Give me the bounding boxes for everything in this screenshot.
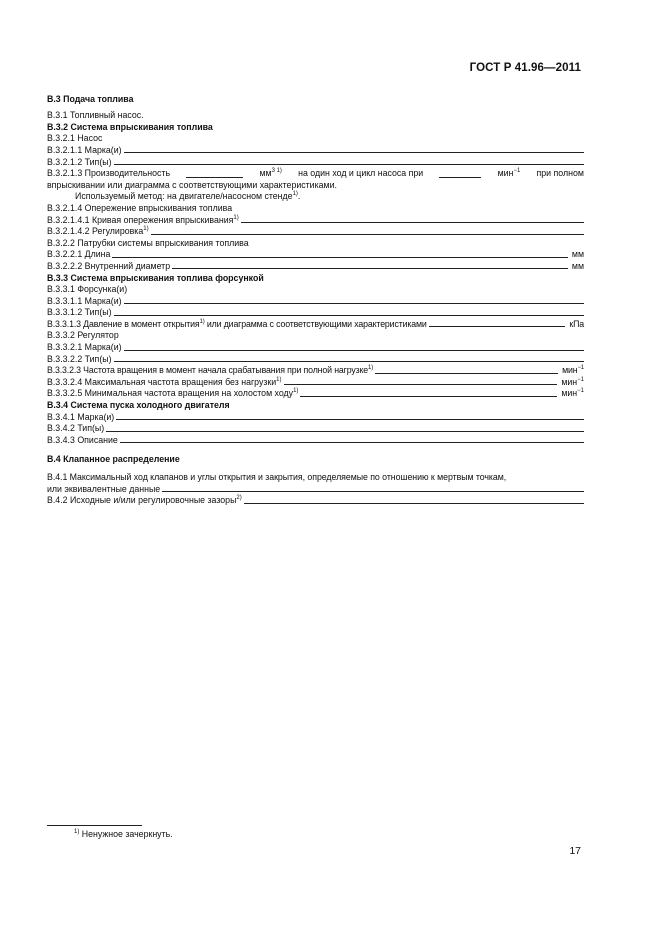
document-header: ГОСТ Р 41.96—2011: [469, 62, 581, 74]
item-b3213-line2: впрыскивании или диаграмма с соответствующими характеристиками.: [47, 179, 337, 190]
item-b32222: В.3.2.2.2 Внутренний диаметр мм: [47, 260, 584, 271]
item-b3325: В.3.3.2.5 Минимальная частота вращения на холостом ходу$^{1)}$ мин$^{-1}$: [47, 388, 584, 399]
page-number: 17: [569, 845, 581, 857]
document-body: [47, 92, 584, 505]
section-b32-title: В.3.2 Система впрыскивания топлива: [47, 121, 213, 132]
fill-line[interactable]: [124, 303, 584, 304]
fill-line[interactable]: [124, 152, 584, 153]
fill-line[interactable]: [439, 168, 481, 178]
item-b3214: В.3.2.1.4 Опережение впрыскивания топлива: [47, 202, 233, 213]
method-note: Используемый метод: на двигателе/насосном стенде$^{1)}$.: [75, 191, 301, 202]
fill-line[interactable]: [172, 268, 568, 269]
item-b341: В.3.4.1 Марка(и): [47, 410, 584, 422]
item-b3222: В.3.2.2 Патрубки системы впрыскивания топлива: [47, 237, 249, 248]
fill-line[interactable]: [241, 222, 584, 223]
fill-line[interactable]: [429, 326, 566, 327]
item-b321: В.3.2.1 Насос: [47, 133, 103, 144]
fill-line[interactable]: [186, 168, 243, 178]
fill-line[interactable]: [375, 373, 558, 374]
item-b3211: В.3.2.1.1 Марка(и): [47, 143, 584, 155]
fill-line[interactable]: [244, 503, 584, 504]
item-b41: В.4.1 Максимальный ход клапанов и углы открытия и закрытия, определяемые по отношению к мертвым точкам,: [47, 472, 507, 482]
section-b4-title: В.4 Клапанное распределение: [47, 454, 180, 465]
item-b32141: В.3.2.1.4.1 Кривая опережения впрыскивания$^{1)}$: [47, 213, 584, 225]
footnote: $^{1)}$ Ненужное зачеркнуть.: [74, 829, 173, 839]
item-b3321: В.3.3.2.1 Марка(и): [47, 340, 584, 352]
item-b331: В.3.3.1 Форсунка(и): [47, 284, 128, 295]
item-b3311: В.3.3.1.1 Марка(и): [47, 294, 584, 306]
item-b3312: В.3.3.1.2 Тип(ы): [47, 306, 584, 318]
item-b42: В.4.2 Исходные и/или регулировочные зазоры$^{2)}$: [47, 494, 584, 506]
item-b3324: В.3.3.2.4 Максимальная частота вращения без нагрузки$^{1)}$ мин$^{-1}$: [47, 376, 584, 387]
fill-line[interactable]: [116, 419, 584, 420]
item-b3212: В.3.2.1.2 Тип(ы): [47, 155, 584, 167]
footnote-divider: [47, 825, 142, 826]
fill-line[interactable]: [106, 431, 584, 432]
fill-line[interactable]: [120, 442, 584, 443]
fill-line[interactable]: [124, 350, 584, 351]
item-b3213: В.3.2.1.3 Производительность $мм^{3 1)}$ на один ход и цикл насоса при мин$^{-1}$ при полном: [47, 168, 584, 179]
item-b332: В.3.3.2 Регулятор: [47, 330, 119, 341]
fill-line[interactable]: [112, 257, 567, 258]
item-b3322: В.3.3.2.2 Тип(ы): [47, 352, 584, 364]
fill-line[interactable]: [300, 396, 557, 397]
fill-line[interactable]: [162, 491, 584, 492]
item-b342: В.3.4.2 Тип(ы): [47, 422, 584, 434]
fill-line[interactable]: [114, 361, 584, 362]
fill-line[interactable]: [114, 164, 584, 165]
fill-line[interactable]: [151, 234, 584, 235]
section-b3-title: В.3 Подача топлива: [47, 93, 134, 104]
item-b3323: В.3.3.2.3 Частота вращения в момент начала срабатывания при полной нагрузке$^{1)}$ мин$^{-1}$: [47, 365, 584, 376]
item-b41-line2: или эквивалентные данные: [47, 482, 584, 494]
fill-line[interactable]: [114, 315, 584, 316]
item-b31: В.3.1 Топливный насос.: [47, 110, 144, 121]
item-b3313: В.3.3.1.3 Давление в момент открытия$^{1)}$ или диаграмма с соответствующими характеристиками кПа: [47, 318, 584, 329]
item-b32142: В.3.2.1.4.2 Регулировка$^{1)}$: [47, 225, 584, 237]
item-b343: В.3.4.3 Описание: [47, 433, 584, 445]
fill-line[interactable]: [284, 384, 558, 385]
item-b32221: В.3.2.2.1 Длина мм: [47, 249, 584, 260]
section-b34-title: В.3.4 Система пуска холодного двигателя: [47, 400, 230, 411]
section-b33-title: В.3.3 Система впрыскивания топлива форсункой: [47, 272, 264, 283]
